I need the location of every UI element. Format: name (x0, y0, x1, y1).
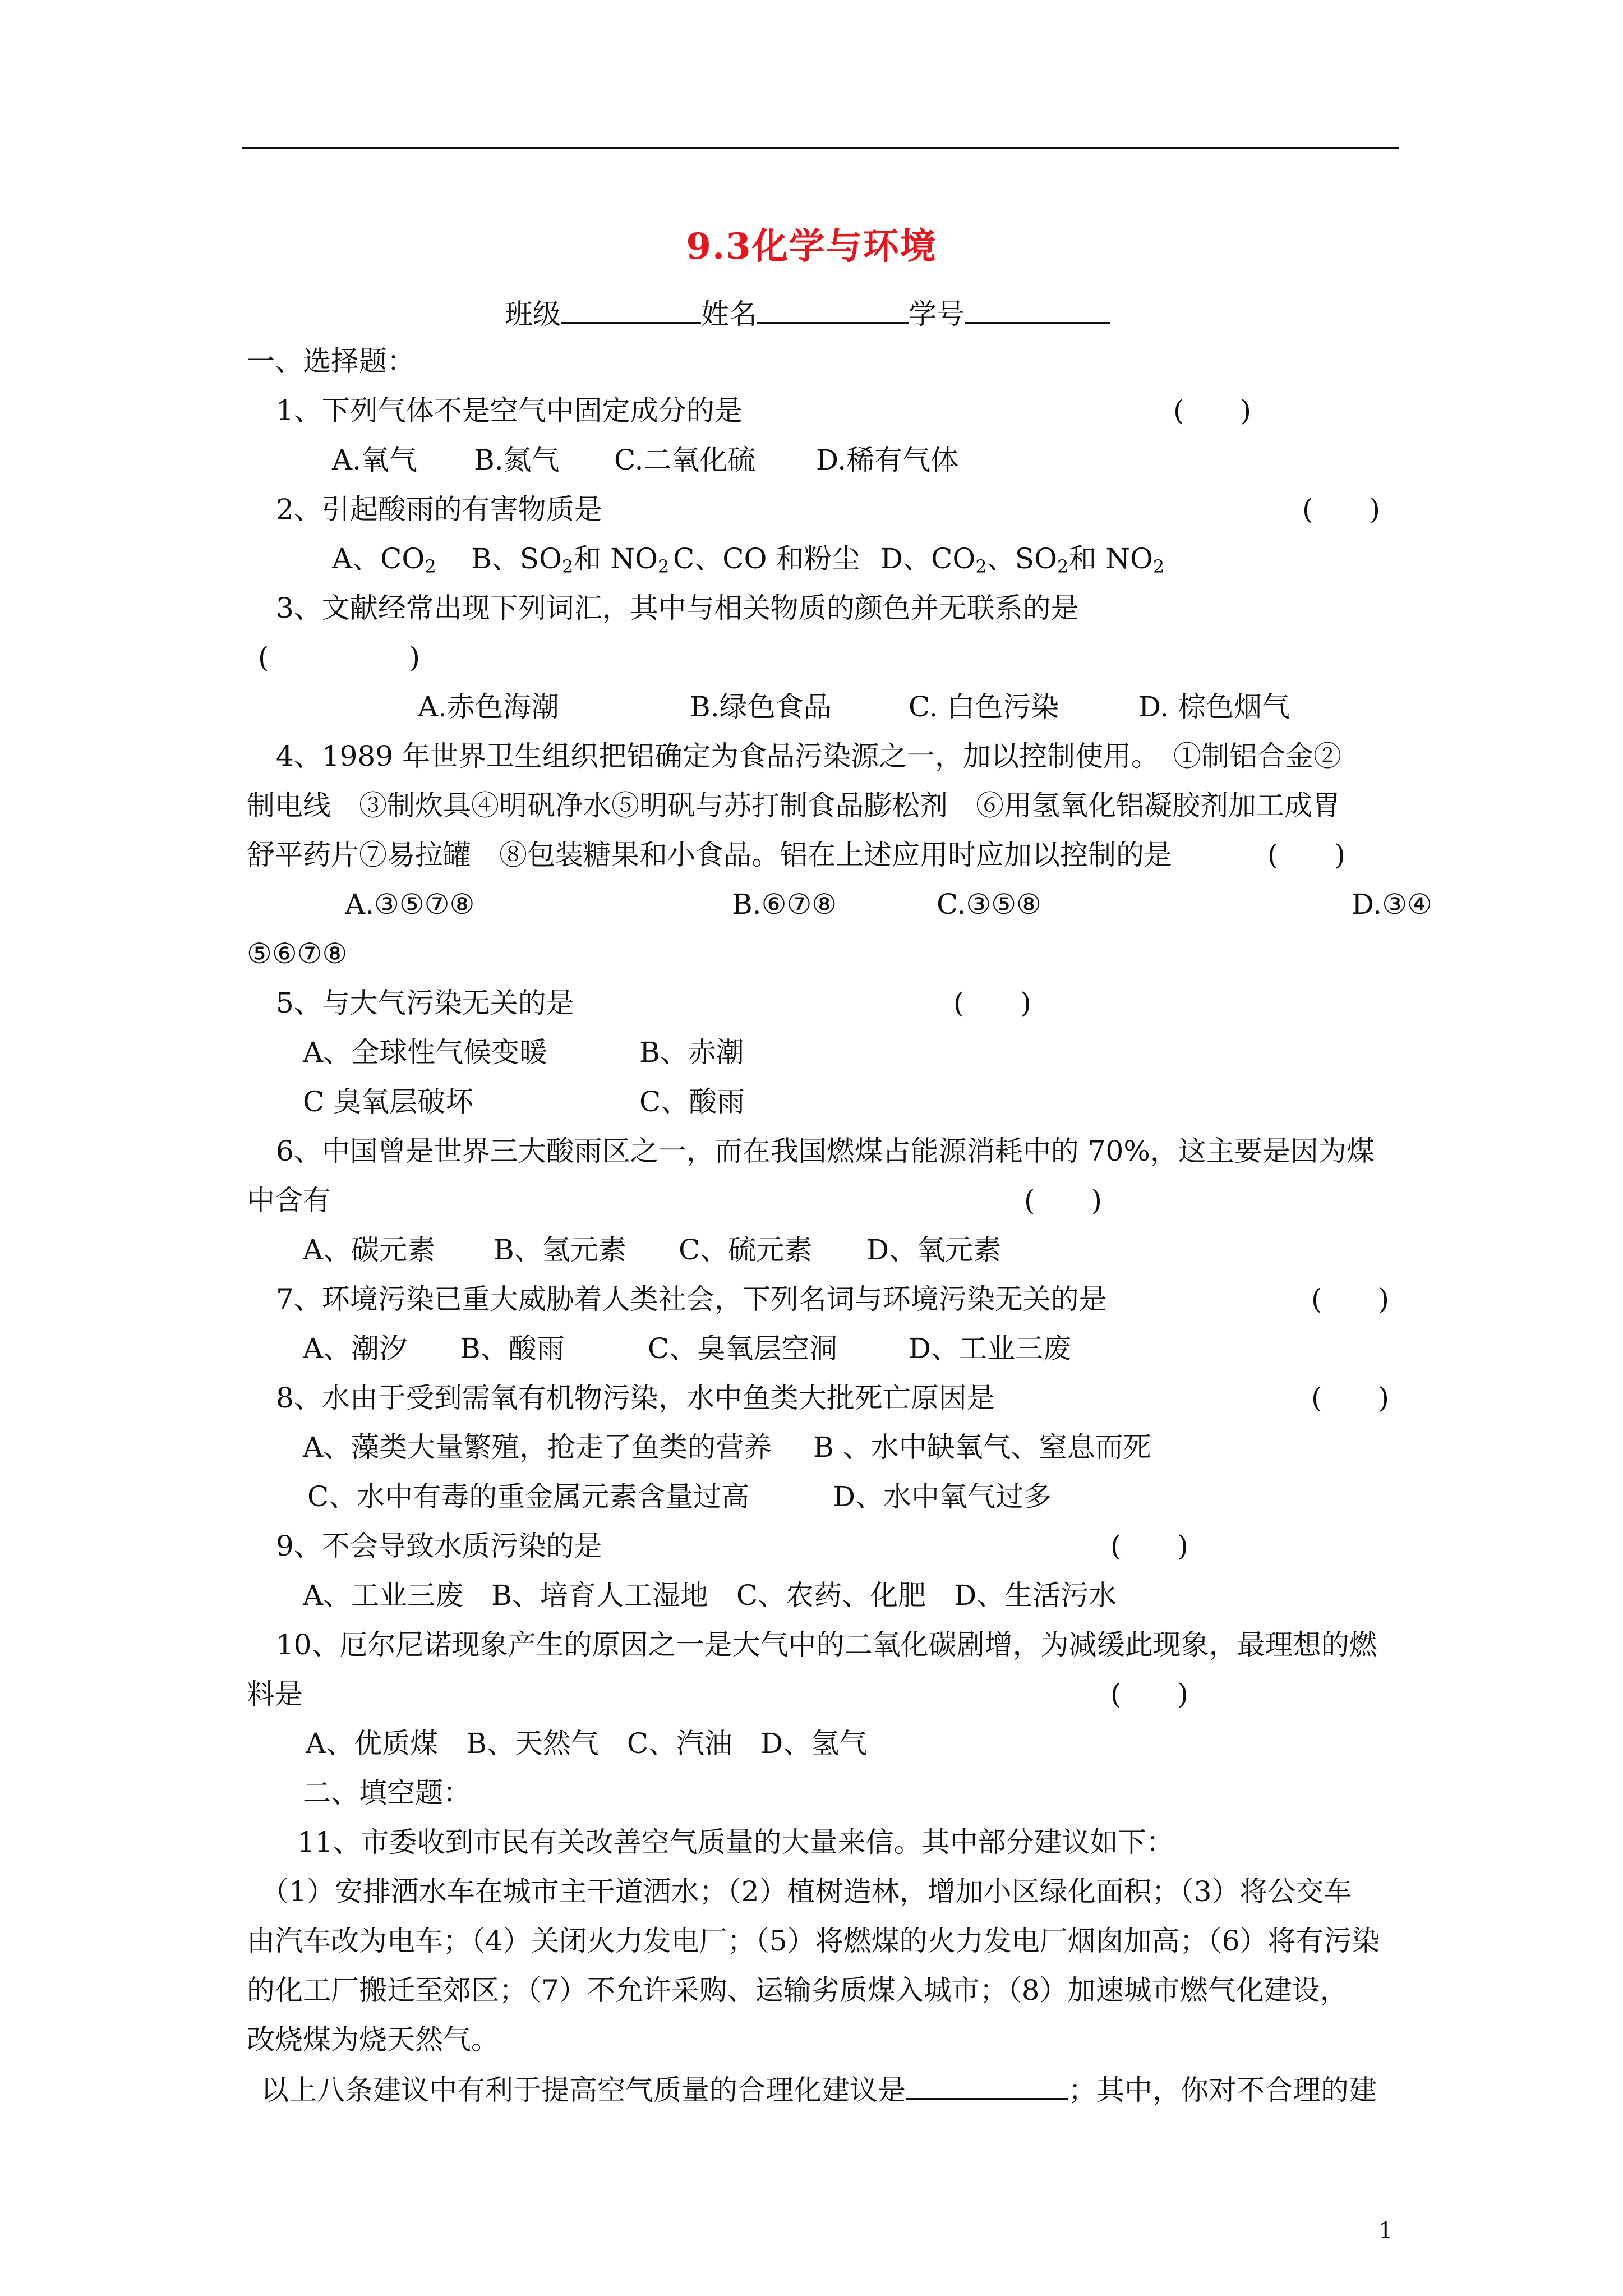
q3-option-c: C. 白色污染 (909, 691, 1059, 723)
q1-option-c: C.二氧化硫 (614, 444, 756, 476)
q4-option-c: C.③⑤⑧ (937, 888, 1041, 921)
q8-stem: 8、水由于受到需氧有机物污染，水中鱼类大批死亡原因是 (276, 1382, 995, 1414)
q5-stem: 5、与大气污染无关的是 (276, 987, 574, 1019)
q7-answer-paren[interactable]: ( ) (1311, 1283, 1390, 1315)
q8-option-d: D、水中氧气过多 (833, 1480, 1052, 1513)
q7-option-a: A、潮汐 (303, 1332, 408, 1365)
class-label: 班级 (505, 298, 561, 330)
student-id-blank[interactable] (965, 296, 1110, 324)
q6-option-d: D、氧元素 (866, 1234, 1002, 1266)
q6-line-1: 6、中国曾是世界三大酸雨区之一，而在我国燃煤占能源消耗中的 70%，这主要是因为煤 (276, 1135, 1375, 1167)
q11-line-4: 改烧煤为烧天然气。 (247, 2023, 499, 2056)
page-title: 9.3化学与环境 (686, 226, 937, 268)
q2-option-a: A、$CO_2$ (332, 542, 436, 577)
q6-line-2: 中含有 (247, 1184, 331, 1217)
q5-option-d: C、酸雨 (639, 1085, 745, 1118)
q4-line-2: 制电线 ③制炊具④明矾净水⑤明矾与苏打制食品膨松剂 ⑥用氢氧化铝凝胶剂加工成胃 (247, 789, 1340, 822)
q8-option-c: C、水中有毒的重金属元素含量过高 (307, 1480, 750, 1513)
q5-option-a: A、全球性气候变暖 (303, 1036, 548, 1069)
q3-stem: 3、文献经常出现下列词汇，其中与相关物质的颜色并无联系的是 (276, 592, 1079, 624)
q10-line-2: 料是 (247, 1678, 303, 1710)
q5-option-c: C 臭氧层破坏 (303, 1085, 474, 1118)
q11-line-1: （1）安排洒水车在城市主干道洒水；（2）植树造林，增加小区绿化面积；（3）将公交车 (261, 1875, 1352, 1908)
q11-line-2: 由汽车改为电车；（4）关闭火力发电厂；（5）将燃煤的火力发电厂烟囱加高；（6）将有污染 (247, 1925, 1380, 1957)
q6-option-b: B、氢元素 (494, 1234, 626, 1266)
q2-option-d: D、$CO_2$、$SO_2$和 $NO_2$ (880, 542, 1165, 577)
q11-answer-blank[interactable] (906, 2072, 1068, 2100)
q1-option-d: D.稀有气体 (816, 444, 959, 476)
q3-option-d: D. 棕色烟气 (1138, 691, 1290, 723)
section-heading-fill-in: 二、填空题： (303, 1777, 471, 1809)
q6-option-a: A、碳元素 (303, 1234, 436, 1266)
q3-option-b: B.绿色食品 (690, 691, 832, 723)
q10-line-1: 10、厄尔尼诺现象产生的原因之一是大气中的二氧化碳剧增，为减缓此现象，最理想的燃 (276, 1628, 1377, 1661)
q10-answer-paren[interactable]: ( ) (1110, 1678, 1189, 1710)
q6-answer-paren[interactable]: ( ) (1024, 1184, 1103, 1217)
q4-option-a: A.③⑤⑦⑧ (345, 888, 475, 921)
q1-answer-paren[interactable]: ( ) (1173, 394, 1252, 427)
q7-option-b: B、酸雨 (460, 1332, 565, 1365)
q11-line-3: 的化工厂搬迁至郊区；（7）不允许采购、运输劣质煤入城市；（8）加速城市燃气化建设， (247, 1974, 1348, 2007)
q2-option-b: B、$SO_2$和 $NO_2$ (471, 542, 670, 577)
section-heading-choice: 一、选择题： (247, 345, 415, 378)
q1-stem: 1、下列气体不是空气中固定成分的是 (276, 394, 743, 427)
page-number: 1 (1378, 2218, 1393, 2244)
q11-stem: 11、市委收到市民有关改善空气质量的大量来信。其中部分建议如下： (297, 1826, 1174, 1858)
q4-option-d-continued: ⑤⑥⑦⑧ (247, 937, 348, 970)
q4-option-b: B.⑥⑦⑧ (732, 888, 837, 921)
name-blank[interactable] (757, 296, 909, 324)
q2-answer-paren[interactable]: ( ) (1302, 493, 1381, 526)
q6-option-c: C、硫元素 (679, 1234, 813, 1266)
q7-option-d: D、工业三废 (909, 1332, 1072, 1365)
name-label: 姓名 (701, 298, 757, 330)
q5-answer-paren[interactable]: ( ) (953, 987, 1032, 1019)
q2-option-c: C、CO 和粉尘 (673, 542, 860, 575)
q10-options: A、优质煤 B、天然气 C、汽油 D、氢气 (306, 1727, 868, 1760)
q7-option-c: C、臭氧层空洞 (648, 1332, 838, 1365)
q1-option-a: A.氧气 (332, 444, 418, 476)
q4-option-d: D.③④ (1352, 888, 1432, 921)
q8-option-a: A、藻类大量繁殖，抢走了鱼类的营养 (303, 1431, 772, 1464)
q11-line-5: 以上八条建议中有利于提高空气质量的合理化建议是 ；其中，你对不合理的建 (261, 2072, 1377, 2107)
q8-option-b: B 、水中缺氧气、窒息而死 (813, 1431, 1151, 1464)
q9-answer-paren[interactable]: ( ) (1110, 1530, 1189, 1562)
q4-line-1: 4、1989 年世界卫生组织把铝确定为食品污染源之一，加以控制使用。 ①制铝合金② (276, 740, 1341, 772)
student-info-line (505, 296, 1110, 331)
q5-option-b: B、赤潮 (639, 1036, 744, 1069)
q9-options: A、工业三废 B、培育人工湿地 C、农药、化肥 D、生活污水 (303, 1579, 1117, 1612)
header-rule (242, 147, 1399, 149)
q3-option-a: A.赤色海潮 (418, 691, 560, 723)
q8-answer-paren[interactable]: ( ) (1311, 1382, 1390, 1414)
q4-line-3: 舒平药片⑦易拉罐 ⑧包装糖果和小食品。铝在上述应用时应加以控制的是 (247, 839, 1172, 871)
q2-stem: 2、引起酸雨的有害物质是 (276, 493, 602, 526)
q4-answer-paren[interactable]: ( ) (1267, 839, 1346, 871)
q3-answer-paren[interactable]: ( ) (258, 641, 421, 674)
student-id-label: 学号 (909, 298, 965, 330)
class-blank[interactable] (561, 296, 701, 324)
q7-stem: 7、环境污染已重大威胁着人类社会，下列名词与环境污染无关的是 (276, 1283, 1107, 1315)
q9-stem: 9、不会导致水质污染的是 (276, 1530, 602, 1562)
q1-option-b: B.氮气 (474, 444, 560, 476)
